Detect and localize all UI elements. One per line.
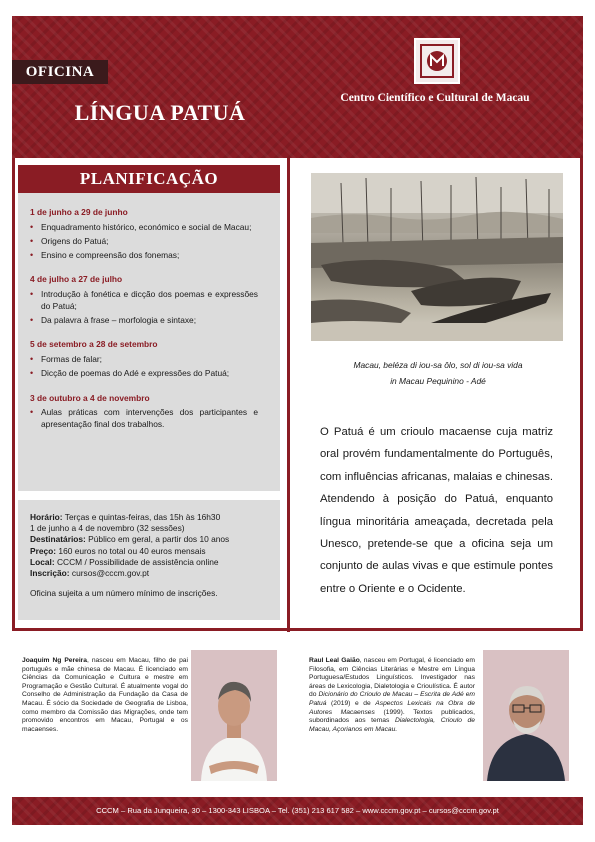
oficina-tag: OFICINA bbox=[12, 60, 108, 84]
schedule-label: Horário: bbox=[30, 512, 63, 522]
registration-label: Inscrição: bbox=[30, 568, 70, 579]
schedule-value: Terças e quintas-feiras, das 15h às 16h30 bbox=[62, 512, 221, 522]
list-item: • Enquadramento histórico, económico e social de Macau; bbox=[30, 222, 258, 234]
list-item: • Introdução à fonética e dicção dos poemas e expressões do Patuá; bbox=[30, 289, 258, 312]
bio-book: Aspectos Lexicais na Obra de Autores Macaenses bbox=[309, 699, 475, 716]
list-item: • Formas de falar; bbox=[30, 354, 258, 366]
section-divider bbox=[12, 628, 583, 631]
audience-line bbox=[30, 534, 268, 545]
bio-text: (2019) e de bbox=[326, 699, 376, 707]
bio-book: Dicionário do Crioulo de Macau – Escrita de Adé em Patuá bbox=[309, 691, 475, 707]
bio-name: Joaquim Ng Pereira bbox=[22, 657, 88, 664]
planning-content bbox=[30, 207, 258, 443]
portrait-raul bbox=[483, 650, 569, 781]
frame-left bbox=[12, 158, 15, 630]
section-period: 3 de outubro a 4 de novembro bbox=[30, 392, 150, 403]
portrait-joaquim bbox=[191, 650, 277, 781]
list-item: • Origens do Patuá; bbox=[30, 236, 258, 248]
list-item: • Ensino e compreensão dos fonemas; bbox=[30, 250, 258, 262]
column-divider bbox=[287, 158, 290, 632]
intro-paragraph: O Patuá é um crioulo macaense cuja matriz oral provém fundamentalmente do Português, com influências africanas, malaias e chinesas. Atendendo à posição do Patuá, enquanto língua minoritária ameaçada, decretada pela Unesco, pretende-se que a oficina seja um conjunto de aulas vivas e que estimule pontes entre o Oriente e o Ocidente. bbox=[320, 426, 553, 595]
bio-joaquim bbox=[22, 657, 188, 734]
info-panel bbox=[18, 500, 280, 620]
org-name: Centro Científico e Cultural de Macau bbox=[340, 92, 530, 104]
section-period: 4 de julho a 27 de julho bbox=[30, 274, 123, 285]
bio-name: Raul Leal Gaião bbox=[309, 657, 360, 664]
planning-section bbox=[30, 393, 258, 431]
schedule-line bbox=[30, 512, 268, 523]
audience-value: Público em geral, a partir dos 10 anos bbox=[85, 534, 230, 545]
dates-line: 1 de junho a 4 de novembro (32 sessões) bbox=[30, 523, 185, 534]
planning-title: PLANIFICAÇÃO bbox=[18, 165, 280, 193]
caption-source: in Macau Pequinino - Adé bbox=[390, 376, 486, 386]
bio-themes: Dialectologia, Crioulo de Macau, Açorianos em Macau. bbox=[309, 717, 475, 733]
bio-text: , nasceu em Portugal, é licenciado em Filosofia, em Ciências Literárias e Mestre em Língua Portuguesa/Estudos Linguísticos. Investigador nas áreas de Lexicologia, Dialetologia e Crioulística. É autor do bbox=[309, 657, 475, 699]
planning-section bbox=[30, 274, 258, 326]
registration-email[interactable]: cursos@cccm.gov.pt bbox=[69, 568, 150, 579]
location-line bbox=[30, 557, 268, 568]
list-item: • Aulas práticas com intervenções dos participantes e apresentação final dos trabalhos. bbox=[30, 407, 258, 430]
caption-line: Macau, beléza di iou-sa ôlo, sol di iou-sa vida bbox=[353, 360, 523, 370]
photo-caption bbox=[308, 357, 568, 389]
section-period: 5 de setembro a 28 de setembro bbox=[30, 339, 158, 350]
frame-right bbox=[580, 158, 583, 630]
list-item: • Dicção de poemas do Adé e expressões do Patuá; bbox=[30, 368, 258, 380]
location-label: Local: bbox=[30, 556, 55, 567]
planning-section bbox=[30, 339, 258, 379]
harbour-photo bbox=[311, 173, 563, 341]
price-value: 160 euros no total ou 40 euros mensais bbox=[56, 545, 206, 556]
price-label: Preço: bbox=[30, 545, 57, 556]
cccm-logo bbox=[414, 38, 460, 84]
bio-text: (1999). Textos publicados, subordinados aos temas bbox=[309, 708, 475, 725]
section-period: 1 de junho a 29 de junho bbox=[30, 207, 128, 217]
registration-line bbox=[30, 568, 268, 579]
audience-label: Destinatários: bbox=[30, 534, 86, 545]
planning-section bbox=[30, 207, 258, 261]
footer-bar: CCCM – Rua da Junqueira, 30 – 1300-343 LISBOA – Tel. (351) 213 617 582 – www.cccm.gov.pt – cursos@cccm.gov.pt bbox=[12, 797, 583, 825]
price-line bbox=[30, 546, 268, 557]
page-title: LÍNGUA PATUÁ bbox=[74, 100, 246, 125]
bio-text: , nasceu em Macau, filho de pai português e mãe chinesa de Macau. É licenciado em Ciências da Comunicação e Cultura e mestre em Programação e Gestão Cultural. É atualmente vogal do Conselho de Administração da Fundação da Casa de Macau. É sócio da Sociedade de Geografia de Lisboa, como membro da Comissão das Migrações, onde tem promovido encontros em Macau, Portugal e os macaenses. bbox=[22, 657, 189, 733]
header-banner bbox=[12, 16, 583, 158]
list-item: • Da palavra à frase – morfologia e sintaxe; bbox=[30, 315, 258, 327]
location-value: CCCM / Possibilidade de assistência online bbox=[54, 556, 219, 567]
bio-raul bbox=[309, 657, 475, 734]
info-note: Oficina sujeita a um número mínimo de inscrições. bbox=[30, 588, 218, 599]
